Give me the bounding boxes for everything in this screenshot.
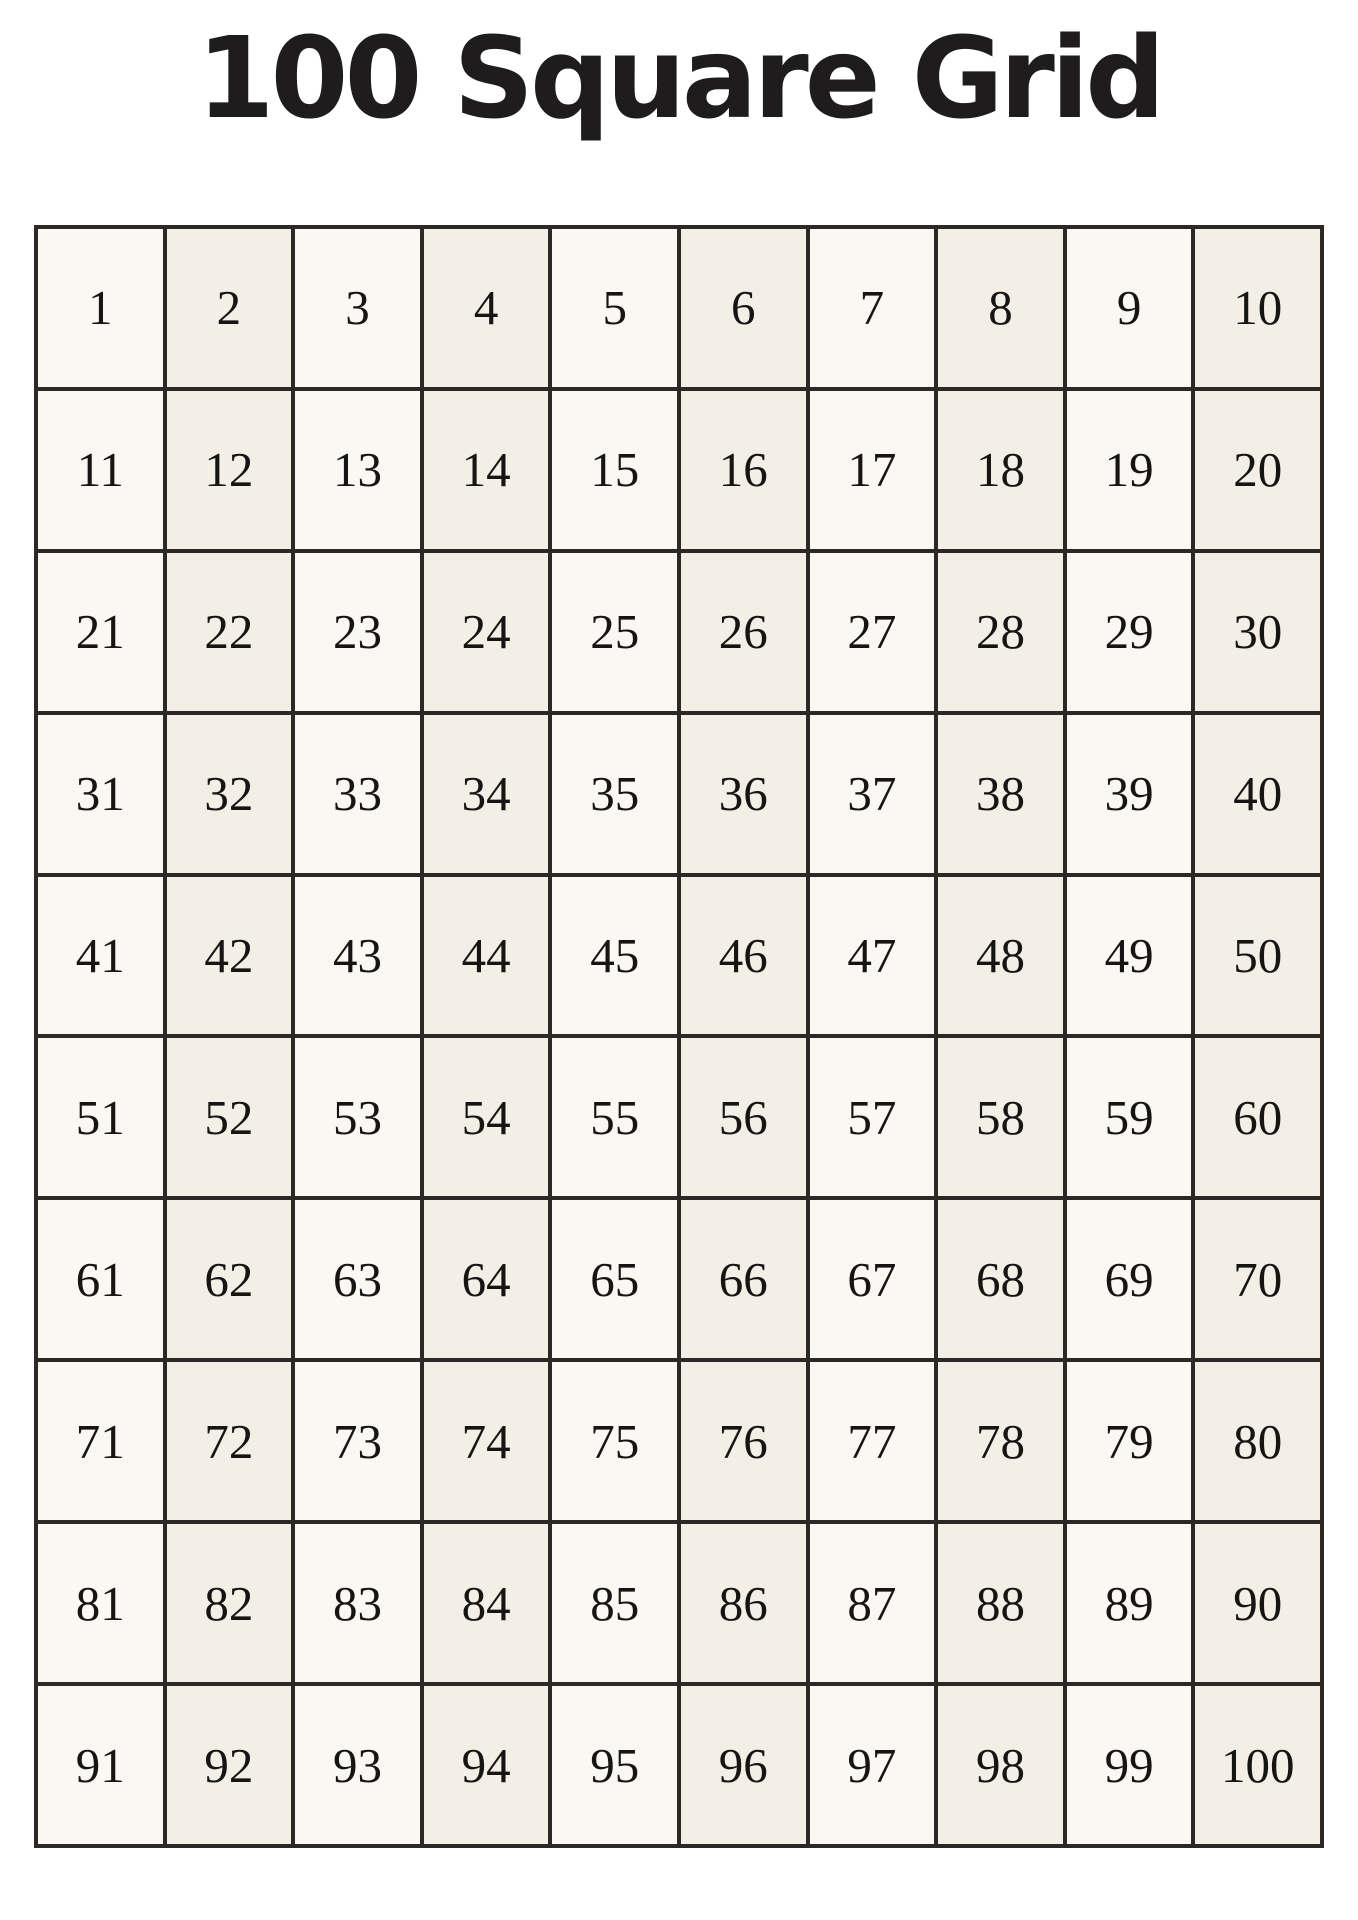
- grid-cell-67: 67: [810, 1200, 935, 1358]
- grid-cell-86: 86: [681, 1524, 806, 1682]
- grid-cell-81: 81: [38, 1524, 163, 1682]
- grid-cell-28: 28: [938, 553, 1063, 711]
- grid-cell-35: 35: [552, 715, 677, 873]
- grid-cell-55: 55: [552, 1038, 677, 1196]
- grid-cell-97: 97: [810, 1686, 935, 1844]
- grid-cell-74: 74: [424, 1362, 549, 1520]
- grid-cell-51: 51: [38, 1038, 163, 1196]
- grid-cell-30: 30: [1195, 553, 1320, 711]
- grid-cell-44: 44: [424, 877, 549, 1035]
- grid-cell-41: 41: [38, 877, 163, 1035]
- grid-cell-5: 5: [552, 229, 677, 387]
- grid-cell-95: 95: [552, 1686, 677, 1844]
- grid-cell-17: 17: [810, 391, 935, 549]
- hundred-square-grid: [34, 225, 1324, 1848]
- grid-cell-92: 92: [167, 1686, 292, 1844]
- grid-cell-27: 27: [810, 553, 935, 711]
- grid-cell-59: 59: [1067, 1038, 1192, 1196]
- grid-cell-90: 90: [1195, 1524, 1320, 1682]
- grid-cell-3: 3: [295, 229, 420, 387]
- grid-cell-73: 73: [295, 1362, 420, 1520]
- grid-cell-23: 23: [295, 553, 420, 711]
- grid-cell-25: 25: [552, 553, 677, 711]
- grid-cell-71: 71: [38, 1362, 163, 1520]
- grid-cell-4: 4: [424, 229, 549, 387]
- grid-cell-10: 10: [1195, 229, 1320, 387]
- grid-cell-20: 20: [1195, 391, 1320, 549]
- grid-cell-94: 94: [424, 1686, 549, 1844]
- grid-cell-66: 66: [681, 1200, 806, 1358]
- grid-cell-32: 32: [167, 715, 292, 873]
- grid-cell-53: 53: [295, 1038, 420, 1196]
- grid-cell-24: 24: [424, 553, 549, 711]
- grid-cell-83: 83: [295, 1524, 420, 1682]
- grid-cell-77: 77: [810, 1362, 935, 1520]
- grid-cell-2: 2: [167, 229, 292, 387]
- grid-cell-6: 6: [681, 229, 806, 387]
- grid-cell-14: 14: [424, 391, 549, 549]
- grid-cell-42: 42: [167, 877, 292, 1035]
- grid-cell-70: 70: [1195, 1200, 1320, 1358]
- grid-cell-63: 63: [295, 1200, 420, 1358]
- grid-cell-87: 87: [810, 1524, 935, 1682]
- grid-cell-26: 26: [681, 553, 806, 711]
- grid-cell-61: 61: [38, 1200, 163, 1358]
- grid-cell-62: 62: [167, 1200, 292, 1358]
- grid-cell-39: 39: [1067, 715, 1192, 873]
- grid-cell-45: 45: [552, 877, 677, 1035]
- grid-cell-29: 29: [1067, 553, 1192, 711]
- grid-cell-34: 34: [424, 715, 549, 873]
- grid-cell-22: 22: [167, 553, 292, 711]
- grid-cell-19: 19: [1067, 391, 1192, 549]
- grid-cell-48: 48: [938, 877, 1063, 1035]
- grid-cell-96: 96: [681, 1686, 806, 1844]
- grid-cell-38: 38: [938, 715, 1063, 873]
- grid-cell-68: 68: [938, 1200, 1063, 1358]
- grid-cell-13: 13: [295, 391, 420, 549]
- grid-cell-7: 7: [810, 229, 935, 387]
- grid-cell-15: 15: [552, 391, 677, 549]
- grid-cell-76: 76: [681, 1362, 806, 1520]
- grid-cell-54: 54: [424, 1038, 549, 1196]
- grid-cell-84: 84: [424, 1524, 549, 1682]
- grid-cell-78: 78: [938, 1362, 1063, 1520]
- grid-cell-88: 88: [938, 1524, 1063, 1682]
- grid-cell-11: 11: [38, 391, 163, 549]
- grid-cell-46: 46: [681, 877, 806, 1035]
- grid-cell-1: 1: [38, 229, 163, 387]
- grid-cell-33: 33: [295, 715, 420, 873]
- grid-cell-56: 56: [681, 1038, 806, 1196]
- grid-cell-9: 9: [1067, 229, 1192, 387]
- grid-cell-98: 98: [938, 1686, 1063, 1844]
- grid-cell-89: 89: [1067, 1524, 1192, 1682]
- grid-cell-85: 85: [552, 1524, 677, 1682]
- grid-cell-100: 100: [1195, 1686, 1320, 1844]
- grid-cell-49: 49: [1067, 877, 1192, 1035]
- grid-cell-57: 57: [810, 1038, 935, 1196]
- grid-cell-72: 72: [167, 1362, 292, 1520]
- grid-cell-75: 75: [552, 1362, 677, 1520]
- grid-cell-69: 69: [1067, 1200, 1192, 1358]
- grid-cell-65: 65: [552, 1200, 677, 1358]
- grid-cell-12: 12: [167, 391, 292, 549]
- grid-cell-40: 40: [1195, 715, 1320, 873]
- grid-cell-99: 99: [1067, 1686, 1192, 1844]
- grid-cell-52: 52: [167, 1038, 292, 1196]
- grid-cell-80: 80: [1195, 1362, 1320, 1520]
- grid-cell-8: 8: [938, 229, 1063, 387]
- grid-cell-36: 36: [681, 715, 806, 873]
- grid-cell-47: 47: [810, 877, 935, 1035]
- grid-cell-82: 82: [167, 1524, 292, 1682]
- grid-cell-64: 64: [424, 1200, 549, 1358]
- grid-cell-18: 18: [938, 391, 1063, 549]
- grid-cell-16: 16: [681, 391, 806, 549]
- grid-cell-58: 58: [938, 1038, 1063, 1196]
- grid-cell-93: 93: [295, 1686, 420, 1844]
- grid-cell-79: 79: [1067, 1362, 1192, 1520]
- grid-cell-31: 31: [38, 715, 163, 873]
- grid-cell-37: 37: [810, 715, 935, 873]
- grid-cell-21: 21: [38, 553, 163, 711]
- grid-cell-91: 91: [38, 1686, 163, 1844]
- grid-cell-50: 50: [1195, 877, 1320, 1035]
- page-title: 100 Square Grid: [196, 14, 1162, 144]
- grid-cell-60: 60: [1195, 1038, 1320, 1196]
- grid-cell-43: 43: [295, 877, 420, 1035]
